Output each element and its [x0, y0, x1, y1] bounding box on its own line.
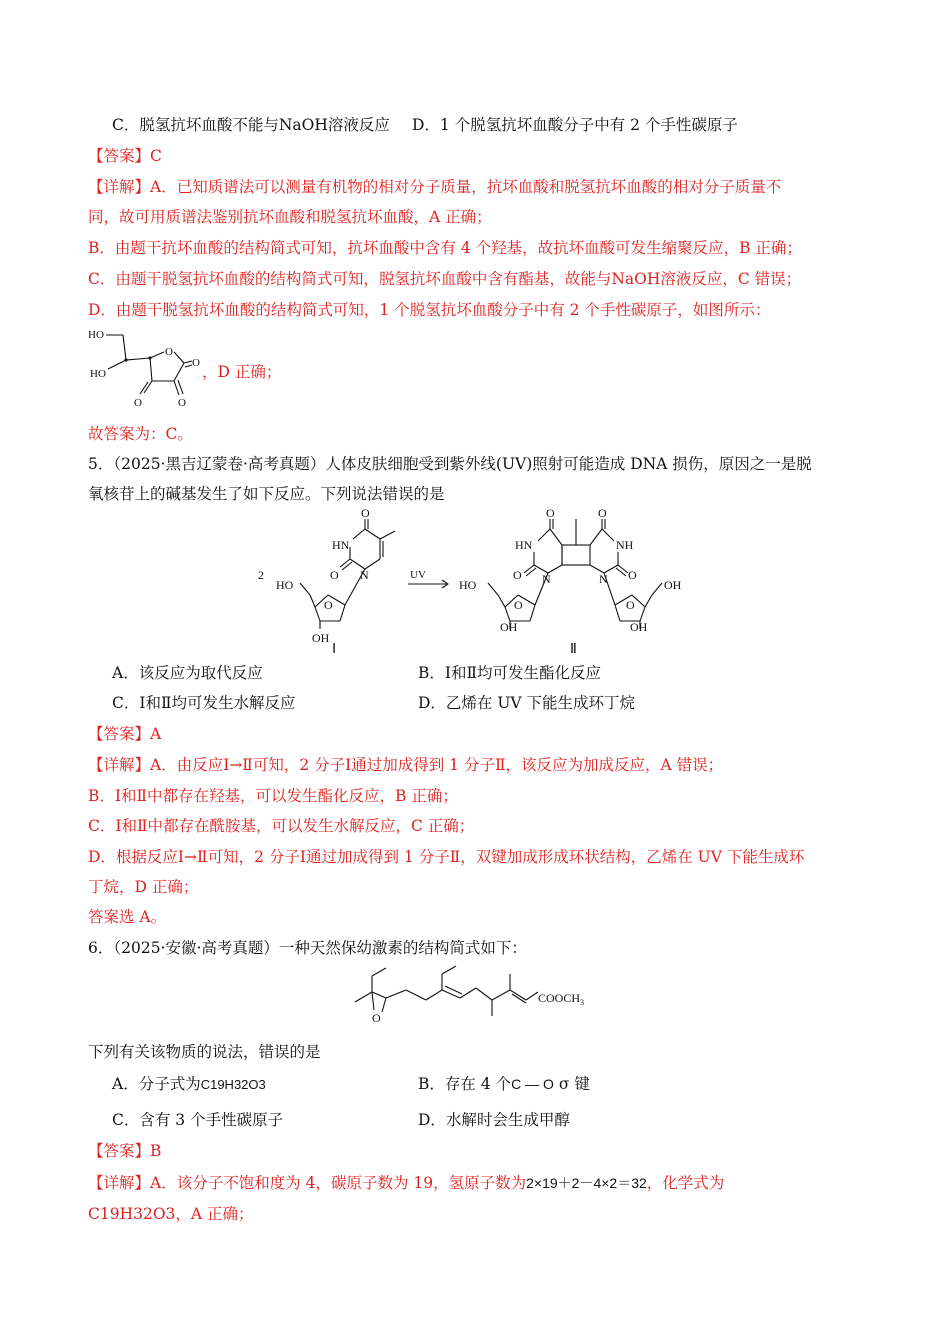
q4-answer: 【答案】C: [88, 147, 162, 165]
carbonyl-oxygen-label: O: [178, 397, 186, 409]
q4-option-d: D．1 个脱氢抗坏血酸分子中有 2 个手性碳原子: [412, 116, 738, 134]
q5-explanation-b: B．Ⅰ和Ⅱ中都存在羟基，可以发生酯化反应，B 正确；: [88, 787, 458, 805]
q5-option-c: C．Ⅰ和Ⅱ均可发生水解反应: [112, 694, 296, 712]
q4-explanation-d-tail: ，D 正确；: [202, 363, 282, 381]
q5-option-b: B．Ⅰ和Ⅱ均可发生酯化反应: [418, 664, 602, 682]
compound-label-i: Ⅰ: [332, 642, 337, 655]
svg-text:NH: NH: [616, 538, 634, 552]
svg-text:O: O: [546, 507, 555, 520]
coefficient-label: 2: [258, 568, 264, 582]
svg-text:HN: HN: [515, 538, 533, 552]
svg-text:O: O: [514, 598, 523, 612]
svg-text:O: O: [628, 568, 637, 582]
svg-text:HO: HO: [276, 578, 294, 592]
carbonyl-oxygen-label: O: [192, 357, 200, 369]
molecular-formula: C19H32O3: [200, 1077, 266, 1092]
q5-explanation-c: C．Ⅰ和Ⅱ中都存在酰胺基，可以发生水解反应，C 正确；: [88, 817, 475, 835]
svg-text:N: N: [360, 568, 369, 582]
svg-text:HN: HN: [332, 538, 350, 552]
q5-explanation-d-line1: D．根据反应Ⅰ→Ⅱ可知，2 分子Ⅰ通过加成得到 1 分子Ⅱ，双键加成形成环状结构，乙烯在 UV 下能生成环: [88, 848, 805, 866]
svg-text:O: O: [626, 598, 635, 612]
svg-text:OH: OH: [664, 578, 682, 592]
q6-explanation-a-line2: C19H32O3，A 正确；: [88, 1205, 254, 1223]
uv-arrow-label: UV: [410, 569, 426, 581]
q4-explanation-c: C．由题干脱氢抗坏血酸的结构简式可知，脱氢抗坏血酸中含有酯基，故能与NaOH溶液反应，C 错误；: [88, 270, 802, 288]
q6-answer: 【答案】B: [88, 1142, 162, 1160]
c-o-bond: C — O: [511, 1076, 554, 1092]
compound-label-ii: Ⅱ: [570, 642, 577, 655]
q4-conclusion: 故答案为：C。: [88, 425, 193, 443]
svg-text:O: O: [361, 507, 370, 520]
svg-text:OH: OH: [630, 620, 648, 634]
q5-stem-line2: 氧核苷上的碱基发生了如下反应。下列说法错误的是: [88, 485, 445, 503]
q6-option-b: B．存在 4 个C — O σ 键: [418, 1075, 590, 1093]
q6-question: 下列有关该物质的说法，错误的是: [88, 1043, 321, 1061]
svg-text:O: O: [330, 568, 339, 582]
svg-text:N: N: [599, 572, 608, 586]
ho-label: HO: [88, 329, 104, 341]
ring-oxygen-label: O: [165, 346, 173, 358]
q5-answer: 【答案】A: [88, 725, 162, 743]
q4-explanation-b: B．由题干抗坏血酸的结构简式可知，抗坏血酸中含有 4 个羟基，故抗坏血酸可发生缩聚反应，B 正确；: [88, 239, 802, 257]
thymidine-dimerization-reaction: [250, 507, 700, 655]
svg-text:HO: HO: [459, 578, 477, 592]
q5-explanation-a: 【详解】A．由反应Ⅰ→Ⅱ可知，2 分子Ⅰ通过加成得到 1 分子Ⅱ，该反应为加成反应，A 错误；: [88, 756, 724, 774]
q4-option-c: C．脱氢抗坏血酸不能与NaOH溶液反应: [112, 116, 390, 134]
q6-option-a: A．分子式为C19H32O3: [112, 1075, 266, 1093]
q6-explanation-a-line1: 【详解】A．该分子不饱和度为 4，碳原子数为 19，氢原子数为2×19＋2－4×2＝32，化学式为: [88, 1174, 725, 1192]
svg-text:O: O: [324, 598, 333, 612]
epoxide-oxygen-label: O: [372, 1011, 381, 1025]
carbonyl-oxygen-label: O: [134, 397, 142, 409]
svg-text:OH: OH: [312, 631, 330, 645]
ester-group-label: $COOCH_3$: [538, 991, 585, 1007]
q6-option-d: D．水解时会生成甲醇: [418, 1111, 570, 1129]
ho-label: HO: [90, 368, 106, 380]
q4-explanation-a-line1: 【详解】A．已知质谱法可以测量有机物的相对分子质量，抗坏血酸和脱氢抗坏血酸的相对分子质量不: [88, 178, 782, 196]
q4-explanation-a-line2: 同，故可用质谱法鉴别抗坏血酸和脱氢抗坏血酸，A 正确；: [88, 208, 492, 226]
juvenile-hormone-structure: [350, 962, 610, 1030]
q5-option-a: A．该反应为取代反应: [112, 664, 263, 682]
q5-option-d: D．乙烯在 UV 下能生成环丁烷: [418, 694, 636, 712]
hydrogen-count-calculation: 2×19＋2－4×2＝32: [526, 1175, 647, 1191]
q4-explanation-d: D．由题干脱氢抗坏血酸的结构简式可知，1 个脱氢抗坏血酸分子中有 2 个手性碳原子，如图所示：: [88, 301, 771, 319]
q6-option-c: C．含有 3 个手性碳原子: [112, 1111, 284, 1129]
svg-text:O: O: [513, 568, 522, 582]
svg-text:OH: OH: [500, 620, 518, 634]
q6-stem: 6．（2025·安徽·高考真题）一种天然保幼激素的结构简式如下：: [88, 939, 527, 957]
q5-conclusion: 答案选 A。: [88, 908, 167, 926]
q5-stem-line1: 5．（2025·黑吉辽蒙卷·高考真题）人体皮肤细胞受到紫外线(UV)照射可能造成 DNA 损伤，原因之一是脱: [88, 455, 812, 473]
dehydroascorbic-acid-structure: [86, 325, 206, 415]
q5-explanation-d-line2: 丁烷，D 正确；: [88, 878, 199, 896]
svg-text:N: N: [542, 572, 551, 586]
svg-text:O: O: [598, 507, 607, 520]
